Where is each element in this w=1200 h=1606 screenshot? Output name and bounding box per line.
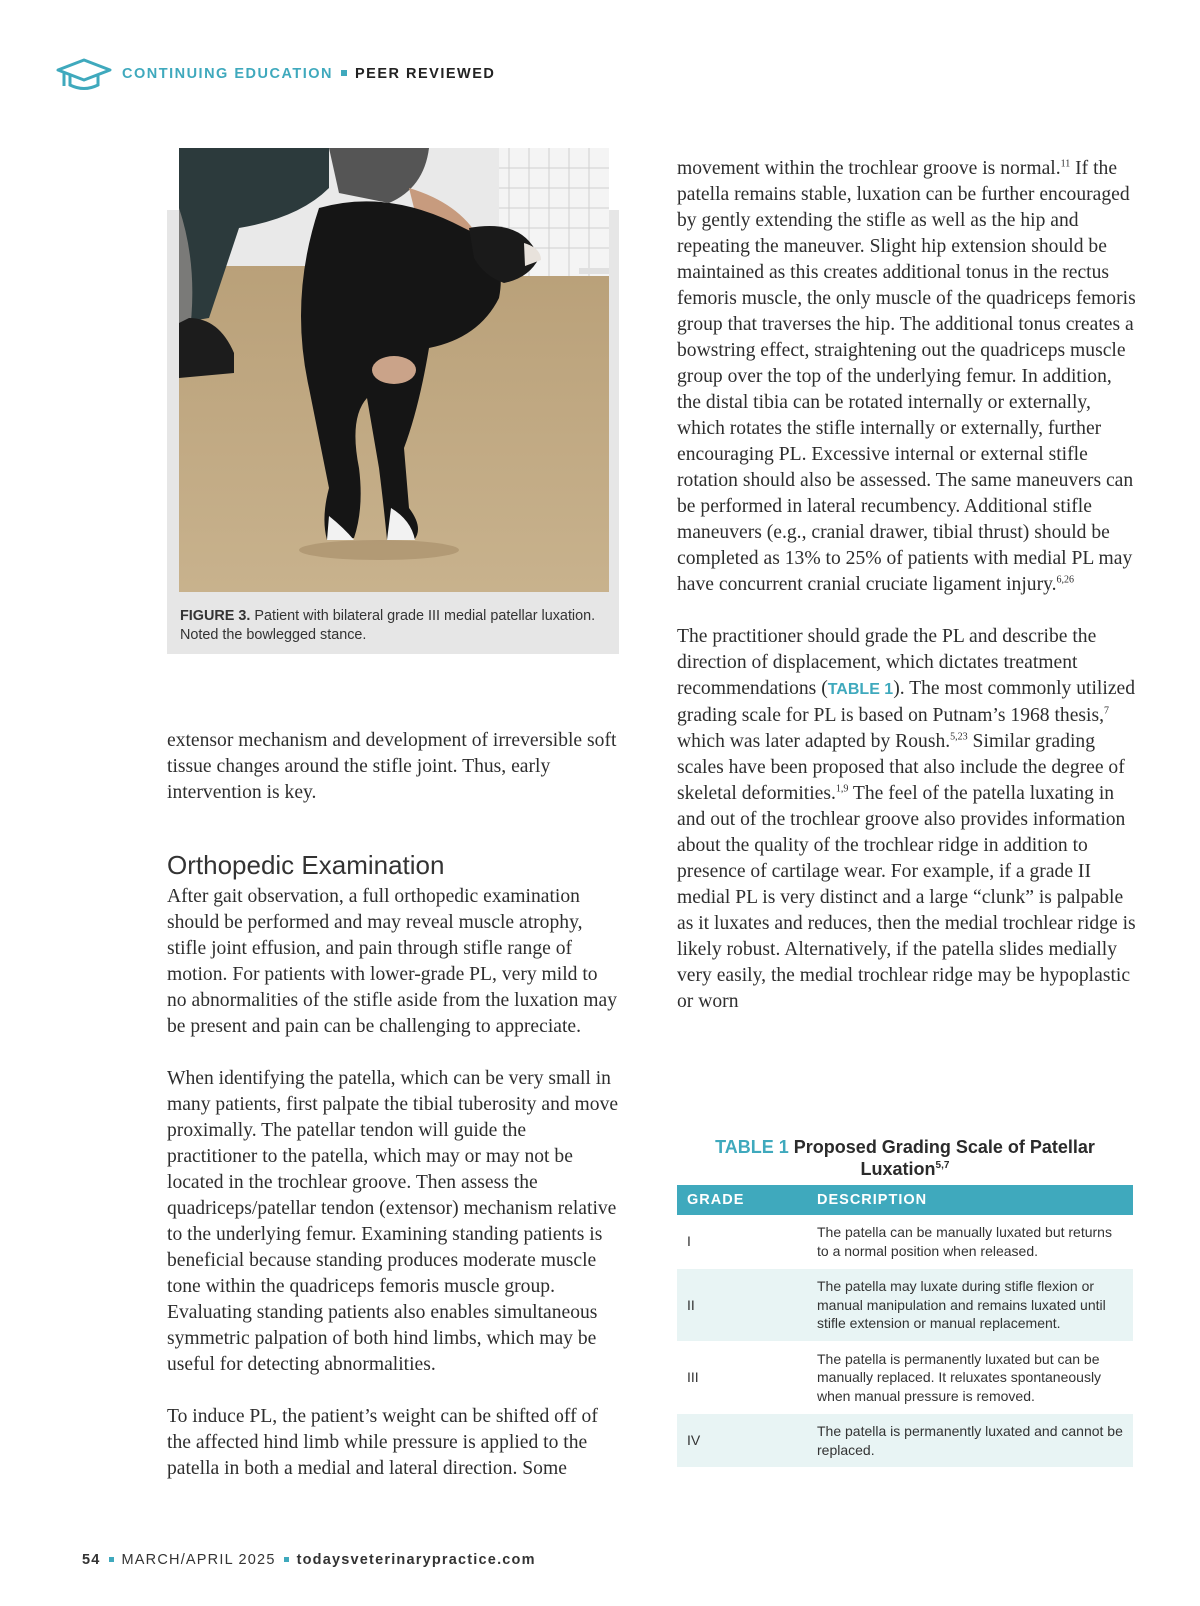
paragraph: The practitioner should grade the PL and describe the direction of displacement, which dictates treatment recommendations (TABLE 1). The most commonly utilized grading scale for PL is based on Putnam’s 1968 thesis,$^7$ which was later adapted by Roush.$^{5,23}$ Similar grading scales have been proposed that also include the degree of skeletal deformities.$^{1,9}$ The feel of the patella luxating in and out of the trochlear groove also provides information about the quality of the trochlear ridge in addition to presence of cartilage wear. For example, if a grade II medial PL is very distinct and a large “clunk” is palpable as it luxates and reduces, then the medial trochlear ridge is likely robust. Alternatively, if the patella slides medially very easily, the medial trochlear ridge may be hypoplastic or worn	[677, 626, 1136, 1012]
citation: 11	[1060, 158, 1071, 170]
peer-reviewed-label: PEER REVIEWED	[354, 66, 496, 82]
table-reference-link[interactable]: TABLE 1	[827, 681, 894, 698]
running-header	[56, 56, 495, 92]
figure-label: FIGURE 3.	[180, 608, 251, 624]
section-heading: Orthopedic Examination	[167, 850, 445, 880]
table-header-row	[677, 1185, 1133, 1215]
paragraph: After gait observation, a full orthopedic examination should be performed and may reveal muscle atrophy, stifle joint effusion, and pain through stifle range of motion. For patients with lower-grade PL, very mild to no abnormalities of the stifle aside from the luxation may be present and pain can be challenging to appreciate.	[167, 886, 617, 1037]
grade-cell: IV	[677, 1414, 807, 1468]
section-label: CONTINUING EDUCATION	[122, 66, 333, 82]
table-title-text: Proposed Grading Scale of Patellar Luxation	[793, 1137, 1095, 1179]
left-column-main	[167, 884, 619, 1482]
separator-dot	[341, 70, 347, 76]
description-cell: The patella can be manually luxated but returns to a normal position when released.	[817, 1224, 1112, 1259]
column-header-grade: GRADE	[677, 1185, 807, 1215]
citation: 6,26	[1056, 574, 1075, 586]
grading-table	[677, 1185, 1133, 1467]
paragraph: extensor mechanism and development of irreversible soft tissue changes around the stifle joint. Thus, early intervention is key.	[167, 730, 617, 803]
page-number: 54	[82, 1552, 101, 1568]
table-label: TABLE 1	[715, 1137, 789, 1157]
figure-photo	[179, 148, 609, 592]
paragraph: movement within the trochlear groove is normal.$^{11}$ If the patella remains stable, luxation can be further encouraged by gently extending the stifle as well as the hip and repeating the maneuver. Slight hip extension should be maintained as this creates additional tonus in the rectus femoris muscle, the only muscle of the quadriceps femoris group that traverses the hip. The additional tonus creates a bowstring effect, straightening out the quadriceps muscle group over the top of the underlying femur. In addition, the distal tibia can be rotated internally or externally, which rotates the stifle internally or externally, further encouraging PL. Excessive internal or external stifle rotation should also be assessed. The same maneuvers can be performed in lateral recumbency. Additional stifle maneuvers (e.g., cranial drawer, tibial thrust) should be completed as 13% to 25% of patients with medial PL may have concurrent cranial cruciate ligament injury.$^{6,26}$	[677, 158, 1136, 595]
left-column-top	[167, 728, 619, 806]
citation: 7	[1104, 705, 1110, 717]
paragraph: When identifying the patella, which can be very small in many patients, first palpate the tibial tuberosity and move proximally. The patellar tendon will guide the practitioner to the patella, which may or may not be located in the trochlear groove. Then assess the quadriceps/patellar tendon (extensor) mechanism relative to the underlying femur. Examining standing patients is beneficial because standing produces moderate muscle tone within the quadriceps femoris muscle group. Evaluating standing patients also enables simultaneous symmetric palpation of both hind limbs, which may be useful for detecting abnormalities.	[167, 1068, 619, 1375]
graduation-cap-icon	[56, 56, 112, 92]
separator-dot	[109, 1557, 114, 1562]
description-cell: The patella is permanently luxated but can be manually replaced. It reluxates spontaneously when manual pressure is removed.	[807, 1341, 1133, 1414]
right-column	[677, 156, 1137, 1015]
table-row	[677, 1215, 1133, 1269]
citation: 5,7	[935, 1160, 950, 1171]
figure-caption	[180, 607, 600, 645]
issue-date: MARCH/APRIL 2025	[121, 1552, 276, 1568]
description-cell: The patella is permanently luxated and cannot be replaced.	[807, 1414, 1133, 1468]
citation: 1,9	[835, 783, 849, 795]
website-link[interactable]: todaysveterinarypractice.com	[296, 1552, 536, 1568]
table-title	[677, 1136, 1133, 1180]
page-footer	[82, 1552, 536, 1568]
paragraph: To induce PL, the patient’s weight can be shifted off of the affected hind limb while pressure is applied to the patella in both a medial and lateral direction. Some	[167, 1406, 598, 1479]
grade-cell: III	[677, 1341, 807, 1414]
column-header-description: DESCRIPTION	[807, 1185, 1133, 1215]
separator-dot	[284, 1557, 289, 1562]
dog-photo-illustration	[179, 148, 609, 592]
citation: 5,23	[950, 731, 968, 743]
description-cell: The patella may luxate during stifle flexion or manual manipulation and remains luxated until stifle extension or manual replacement.	[807, 1269, 1133, 1342]
grade-cell: I	[687, 1233, 691, 1250]
figure-caption-text: Patient with bilateral grade III medial patellar luxation. Noted the bowlegged stance.	[180, 608, 596, 643]
table-row	[677, 1341, 1133, 1414]
grade-cell: II	[677, 1269, 807, 1342]
table-row	[677, 1269, 1133, 1342]
table-row	[677, 1414, 1133, 1468]
